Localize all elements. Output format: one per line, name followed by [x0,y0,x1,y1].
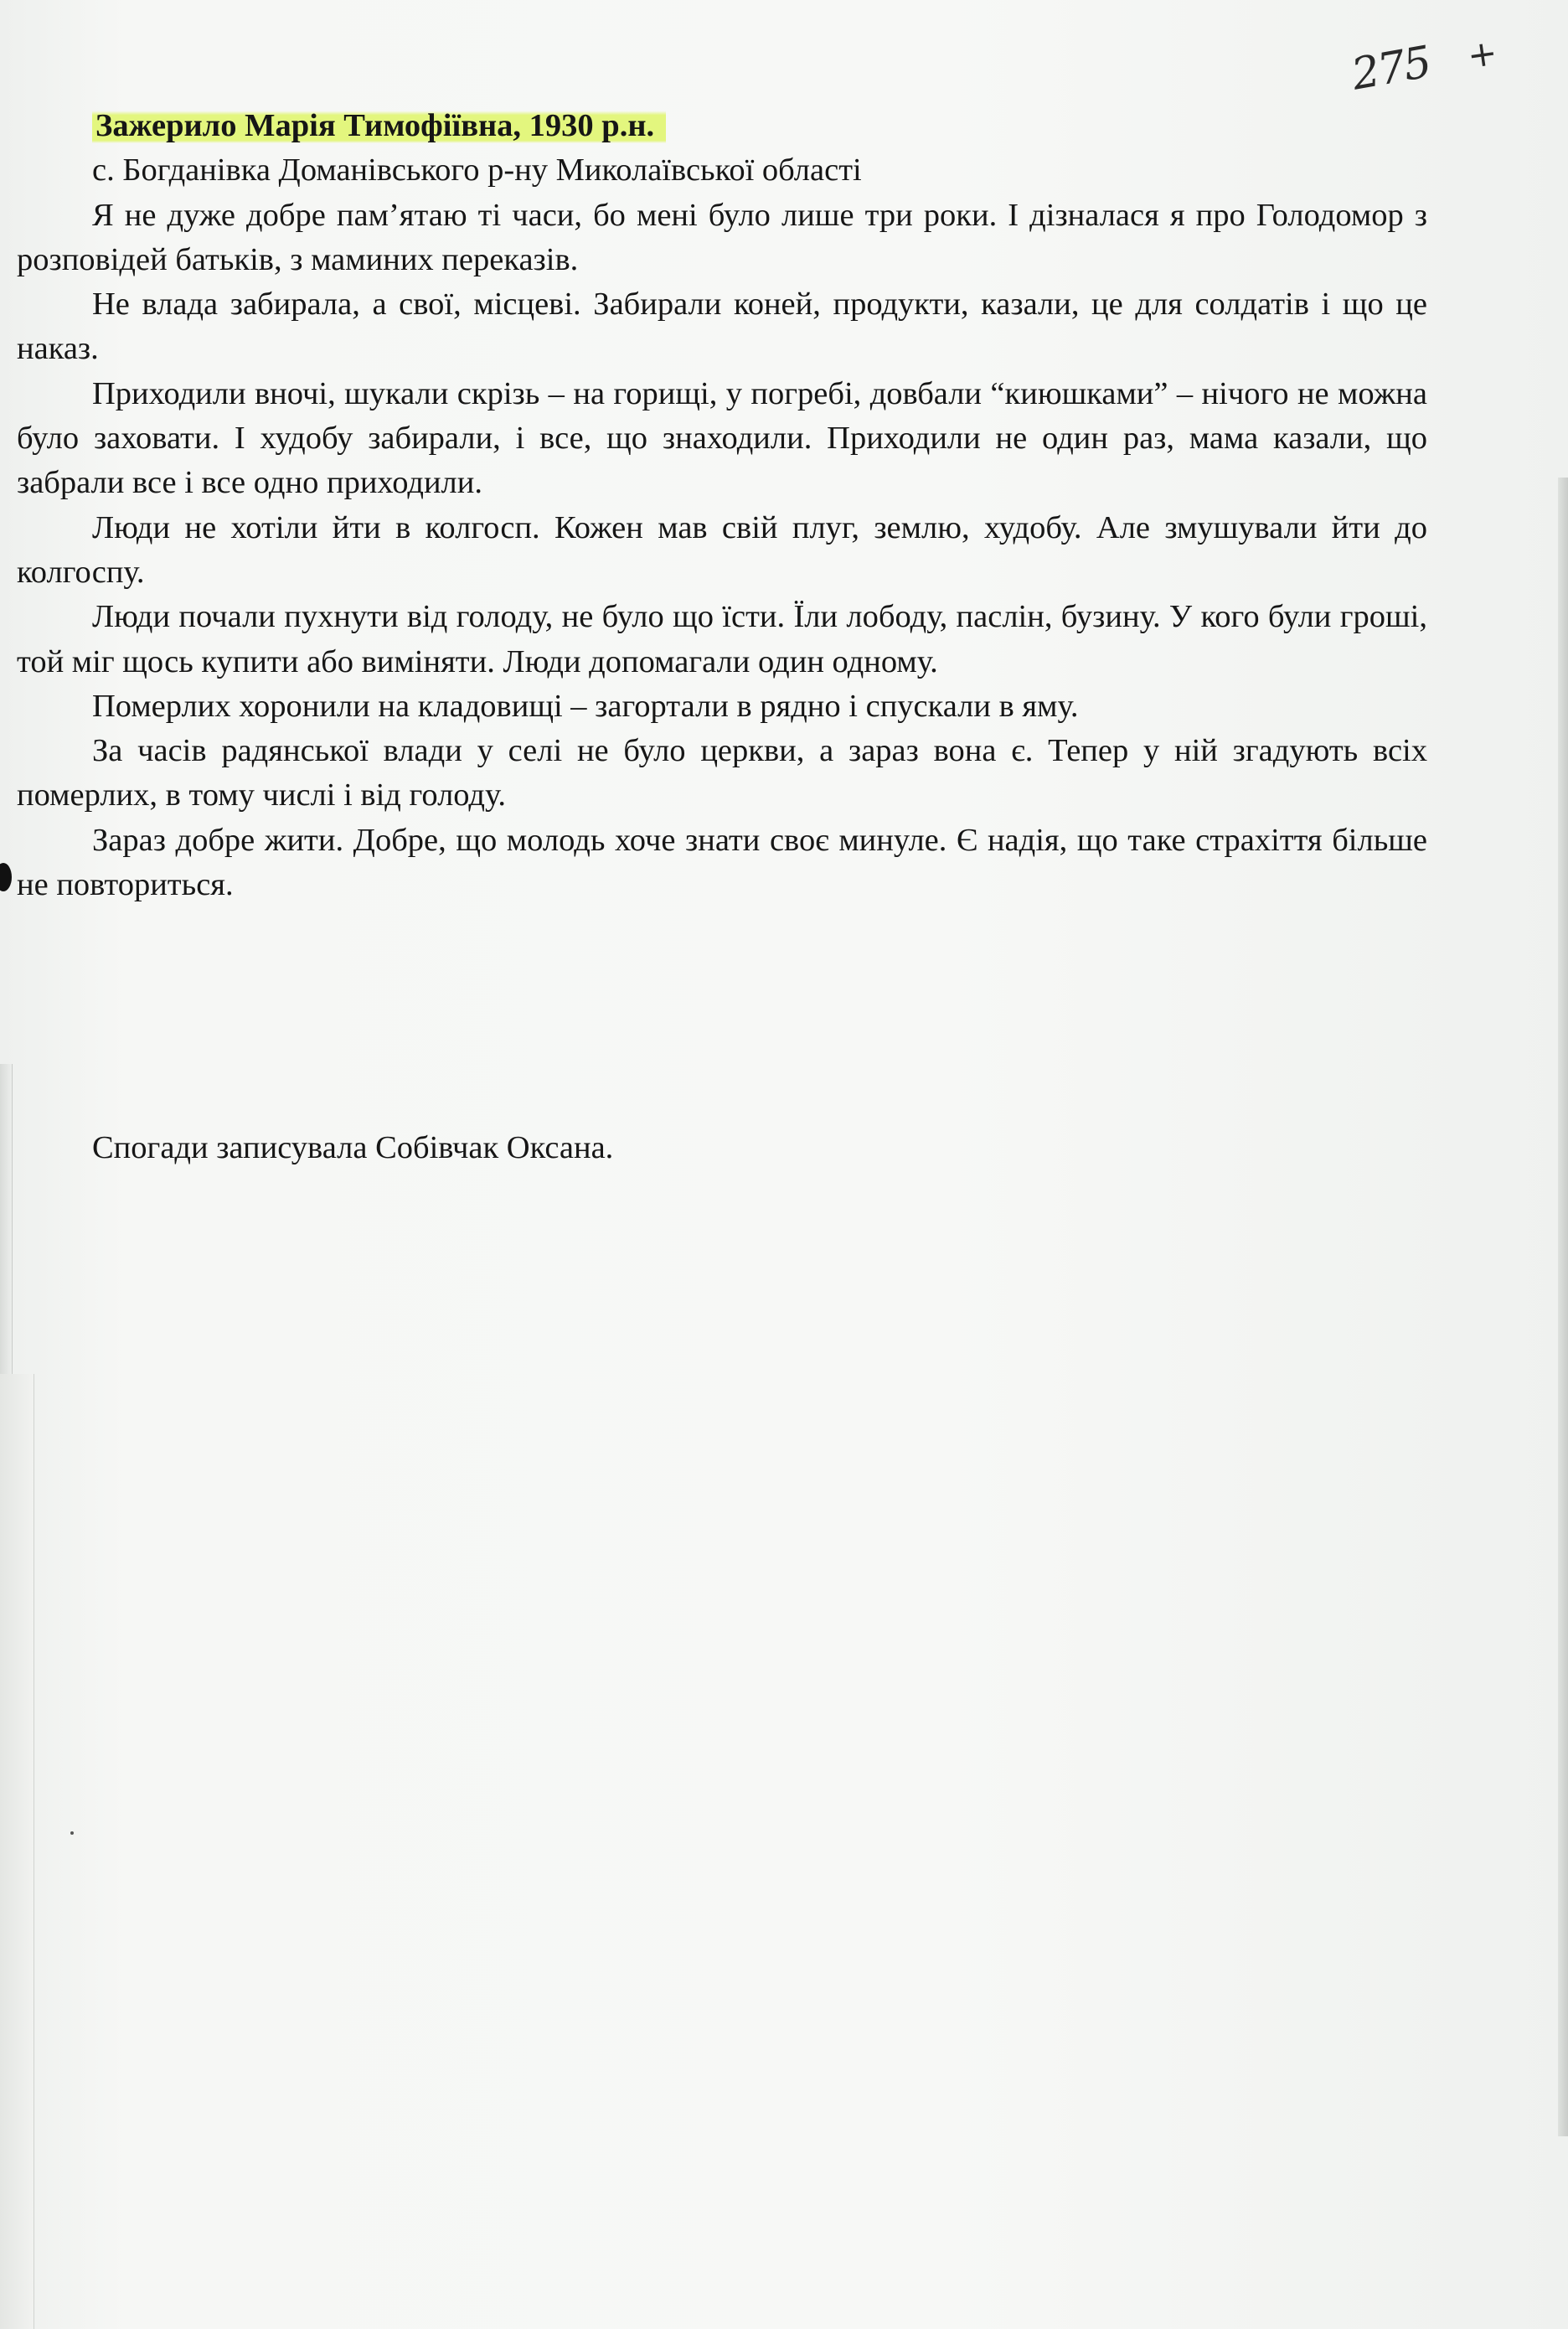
paragraph: Зараз добре жити. Добре, що молодь хоче знати своє минуле. Є надія, що таке страхіття більше не повториться. [17,822,1427,903]
scan-edge-right [1558,478,1568,2136]
document-title [17,104,1427,148]
paragraph: Померлих хоронили на кладовищі – загортали в рядно і спускали в яму. [92,688,1079,724]
document-body [17,104,1427,907]
paragraph: Приходили вночі, шукали скрізь – на горищі, у погребі, довбали “киюшками” – нічого не можна було заховати. І худобу забирали, і все, що знаходили. Приходили не один раз, мама казали, що забрали все і все одно приходили. [17,375,1427,501]
handwritten-page-number: 275 [1348,37,1434,101]
binder-hole-mark [0,863,12,891]
paragraph: Люди почали пухнути від голоду, не було що їсти. Їли лободу, паслін, бузину. У кого були гроші, той міг щось купити або виміняти. Люди допомагали один одному. [17,599,1427,679]
ink-speck [70,1831,74,1835]
scan-edge-left-lower [0,1374,34,2329]
paragraph: Не влада забирала, а свої, місцеві. Забирали коней, продукти, казали, це для солдатів і що це наказ. [17,287,1427,367]
handwritten-plus-mark: + [1464,31,1500,77]
highlighted-name: Зажерило Марія Тимофіївна, 1930 р.н. [92,108,666,143]
paragraph: Я не дуже добре пам’ятаю ті часи, бо мені було лише три роки. І дізналася я про Голодомор з розповідей батьків, з маминих переказів. [17,197,1427,277]
paragraph: Люди не хотіли йти в колгосп. Кожен мав свій плуг, землю, худобу. Але змушували йти до колгоспу. [17,509,1427,590]
recorder-credit: Спогади записувала Собівчак Оксана. [92,1130,614,1165]
document-location: с. Богданівка Доманівського р-ну Миколаївської області [92,152,862,188]
paragraph: За часів радянської влади у селі не було церкви, а зараз вона є. Тепер у ній згадують всіх померлих, в тому числі і від голоду. [17,733,1427,813]
